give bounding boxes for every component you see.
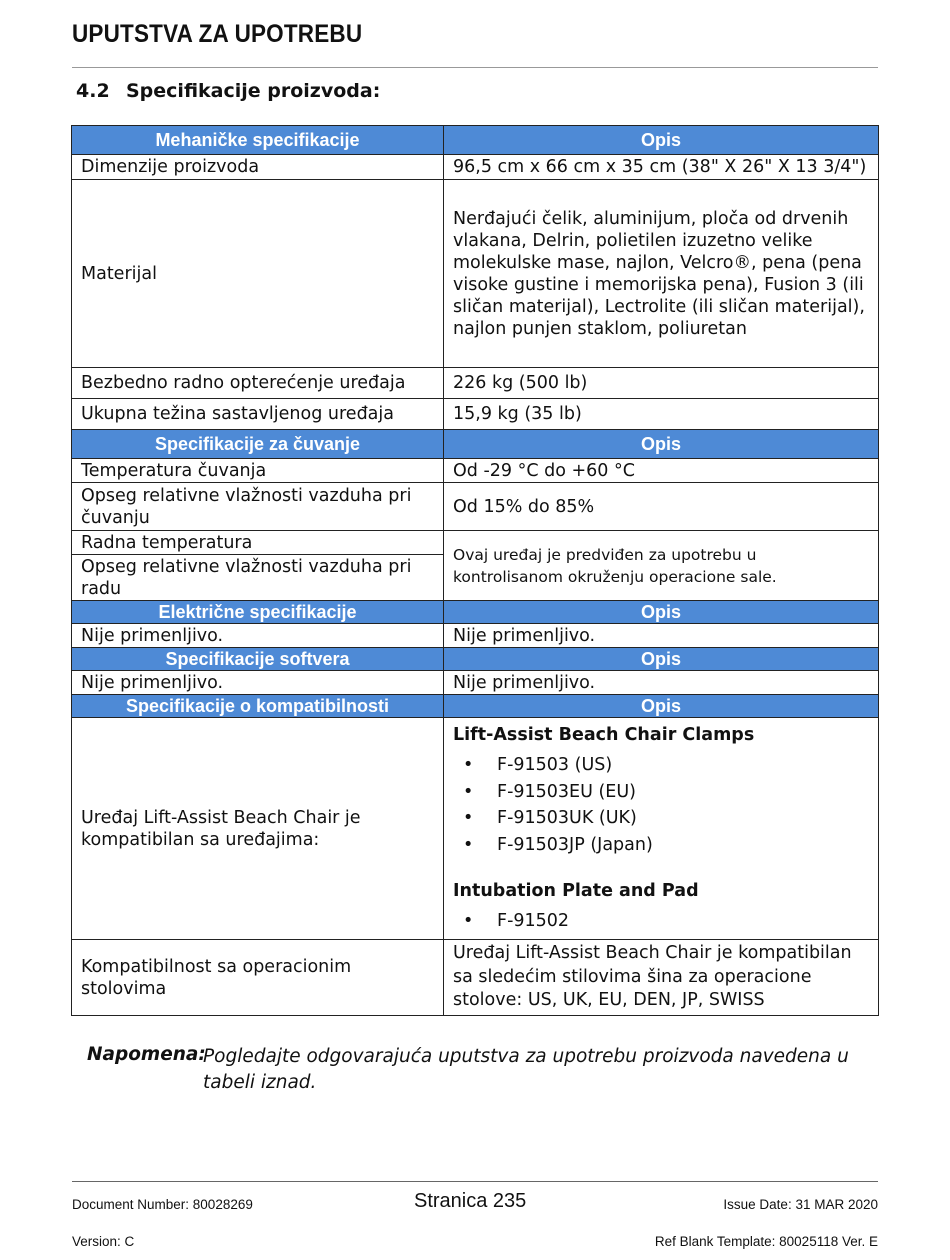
header-cell: Opis [444,601,879,624]
cell-value: 15,9 kg (35 lb) [444,399,879,430]
table-row [72,368,879,399]
section-heading [76,80,380,102]
header-cell: Opis [444,126,879,155]
cell-label: Dimenzije proizvoda [72,155,444,180]
cell-value: Nerđajući čelik, aluminijum, ploča od drvenih vlakana, Delrin, polietilen izuzetno velike molekulske mase, najlon, Velcro®, pena (pena visoke gustine i memorijska pena), Fusion 3 (ili sličan materijal), Lectrolite (ili sličan materijal), najlon punjen staklom, poliuretan [444,180,879,368]
table-row [72,399,879,430]
table-row [72,155,879,180]
header-cell: Specifikacije o kompatibilnosti [72,695,444,718]
section-number: 4.2 [76,80,110,102]
list-item: • F-91503 (US) [453,752,869,779]
table-header-row [72,648,879,671]
plate-list [453,908,869,935]
cell-label: Kompatibilnost sa operacionim stolovima [72,940,444,1016]
table-row [72,483,879,531]
cell-label: Nije primenljivo. [72,624,444,648]
cell-value: Ovaj uređaj je predviđen za upotrebu u kontrolisanom okruženju operacione sale. [444,531,879,601]
header-cell: Mehaničke specifikacije [72,126,444,155]
table-header-row [72,695,879,718]
cell-label: Temperatura čuvanja [72,459,444,483]
list-item: • F-91503JP (Japan) [453,832,869,859]
table-row [72,718,879,940]
compat-devices-cell [444,718,879,940]
document-number: Document Number: 80028269 [72,1197,253,1212]
cell-label: Nije primenljivo. [72,671,444,695]
header-cell: Opis [444,430,879,459]
cell-label: Ukupna težina sastavljenog uređaja [72,399,444,430]
list-item: • F-91503UK (UK) [453,805,869,832]
cell-value: Nije primenljivo. [444,624,879,648]
list-item: • F-91503EU (EU) [453,779,869,806]
spec-table [71,125,879,1016]
page-number: Stranica 235 [414,1190,527,1212]
cell-value: Nije primenljivo. [444,671,879,695]
plate-title: Intubation Plate and Pad [453,881,699,902]
cell-label: Opseg relativne vlažnosti vazduha pri čuvanju [72,483,444,531]
version: Version: C [72,1234,135,1249]
issue-date: Issue Date: 31 MAR 2020 [723,1197,878,1212]
table-header-row [72,601,879,624]
header-cell: Električne specifikacije [72,601,444,624]
header-divider [72,67,878,68]
note-label: Napomena: [87,1044,206,1065]
table-row [72,531,879,555]
cell-label: Materijal [72,180,444,368]
cell-label: Radna temperatura [72,531,444,555]
clamps-title: Lift-Assist Beach Chair Clamps [453,725,755,746]
cell-label: Uređaj Lift-Assist Beach Chair je kompatibilan sa uređajima: [72,718,444,940]
table-header-row [72,126,879,155]
cell-value: Uređaj Lift-Assist Beach Chair je kompatibilan sa sledećim stilovima šina za operacione stolove: US, UK, EU, DEN, JP, SWISS [444,940,879,1016]
header-cell: Specifikacije za čuvanje [72,430,444,459]
header-cell: Opis [444,695,879,718]
cell-value: 226 kg (500 lb) [444,368,879,399]
note [87,1044,863,1095]
table-row [72,940,879,1016]
cell-value: Od 15% do 85% [444,483,879,531]
table-row [72,459,879,483]
section-title: Specifikacije proizvoda: [126,80,381,102]
header-cell: Specifikacije softvera [72,648,444,671]
table-header-row [72,430,879,459]
table-row [72,624,879,648]
table-row [72,671,879,695]
document-title: UPUTSTVA ZA UPOTREBU [72,20,363,48]
cell-value: Od -29 °C do +60 °C [444,459,879,483]
clamps-list [453,752,869,858]
cell-label: Opseg relativne vlažnosti vazduha pri radu [72,555,444,601]
cell-value: 96,5 cm x 66 cm x 35 cm (38" X 26" X 13 3/4") [444,155,879,180]
footer-divider [72,1181,878,1182]
header-cell: Opis [444,648,879,671]
cell-label: Bezbedno radno opterećenje uređaja [72,368,444,399]
note-text: Pogledajte odgovarajuća uputstva za upotrebu proizvoda navedena u tabeli iznad. [203,1046,849,1093]
table-row [72,180,879,368]
ref-template: Ref Blank Template: 80025118 Ver. E [654,1234,878,1249]
list-item: • F-91502 [453,908,869,935]
